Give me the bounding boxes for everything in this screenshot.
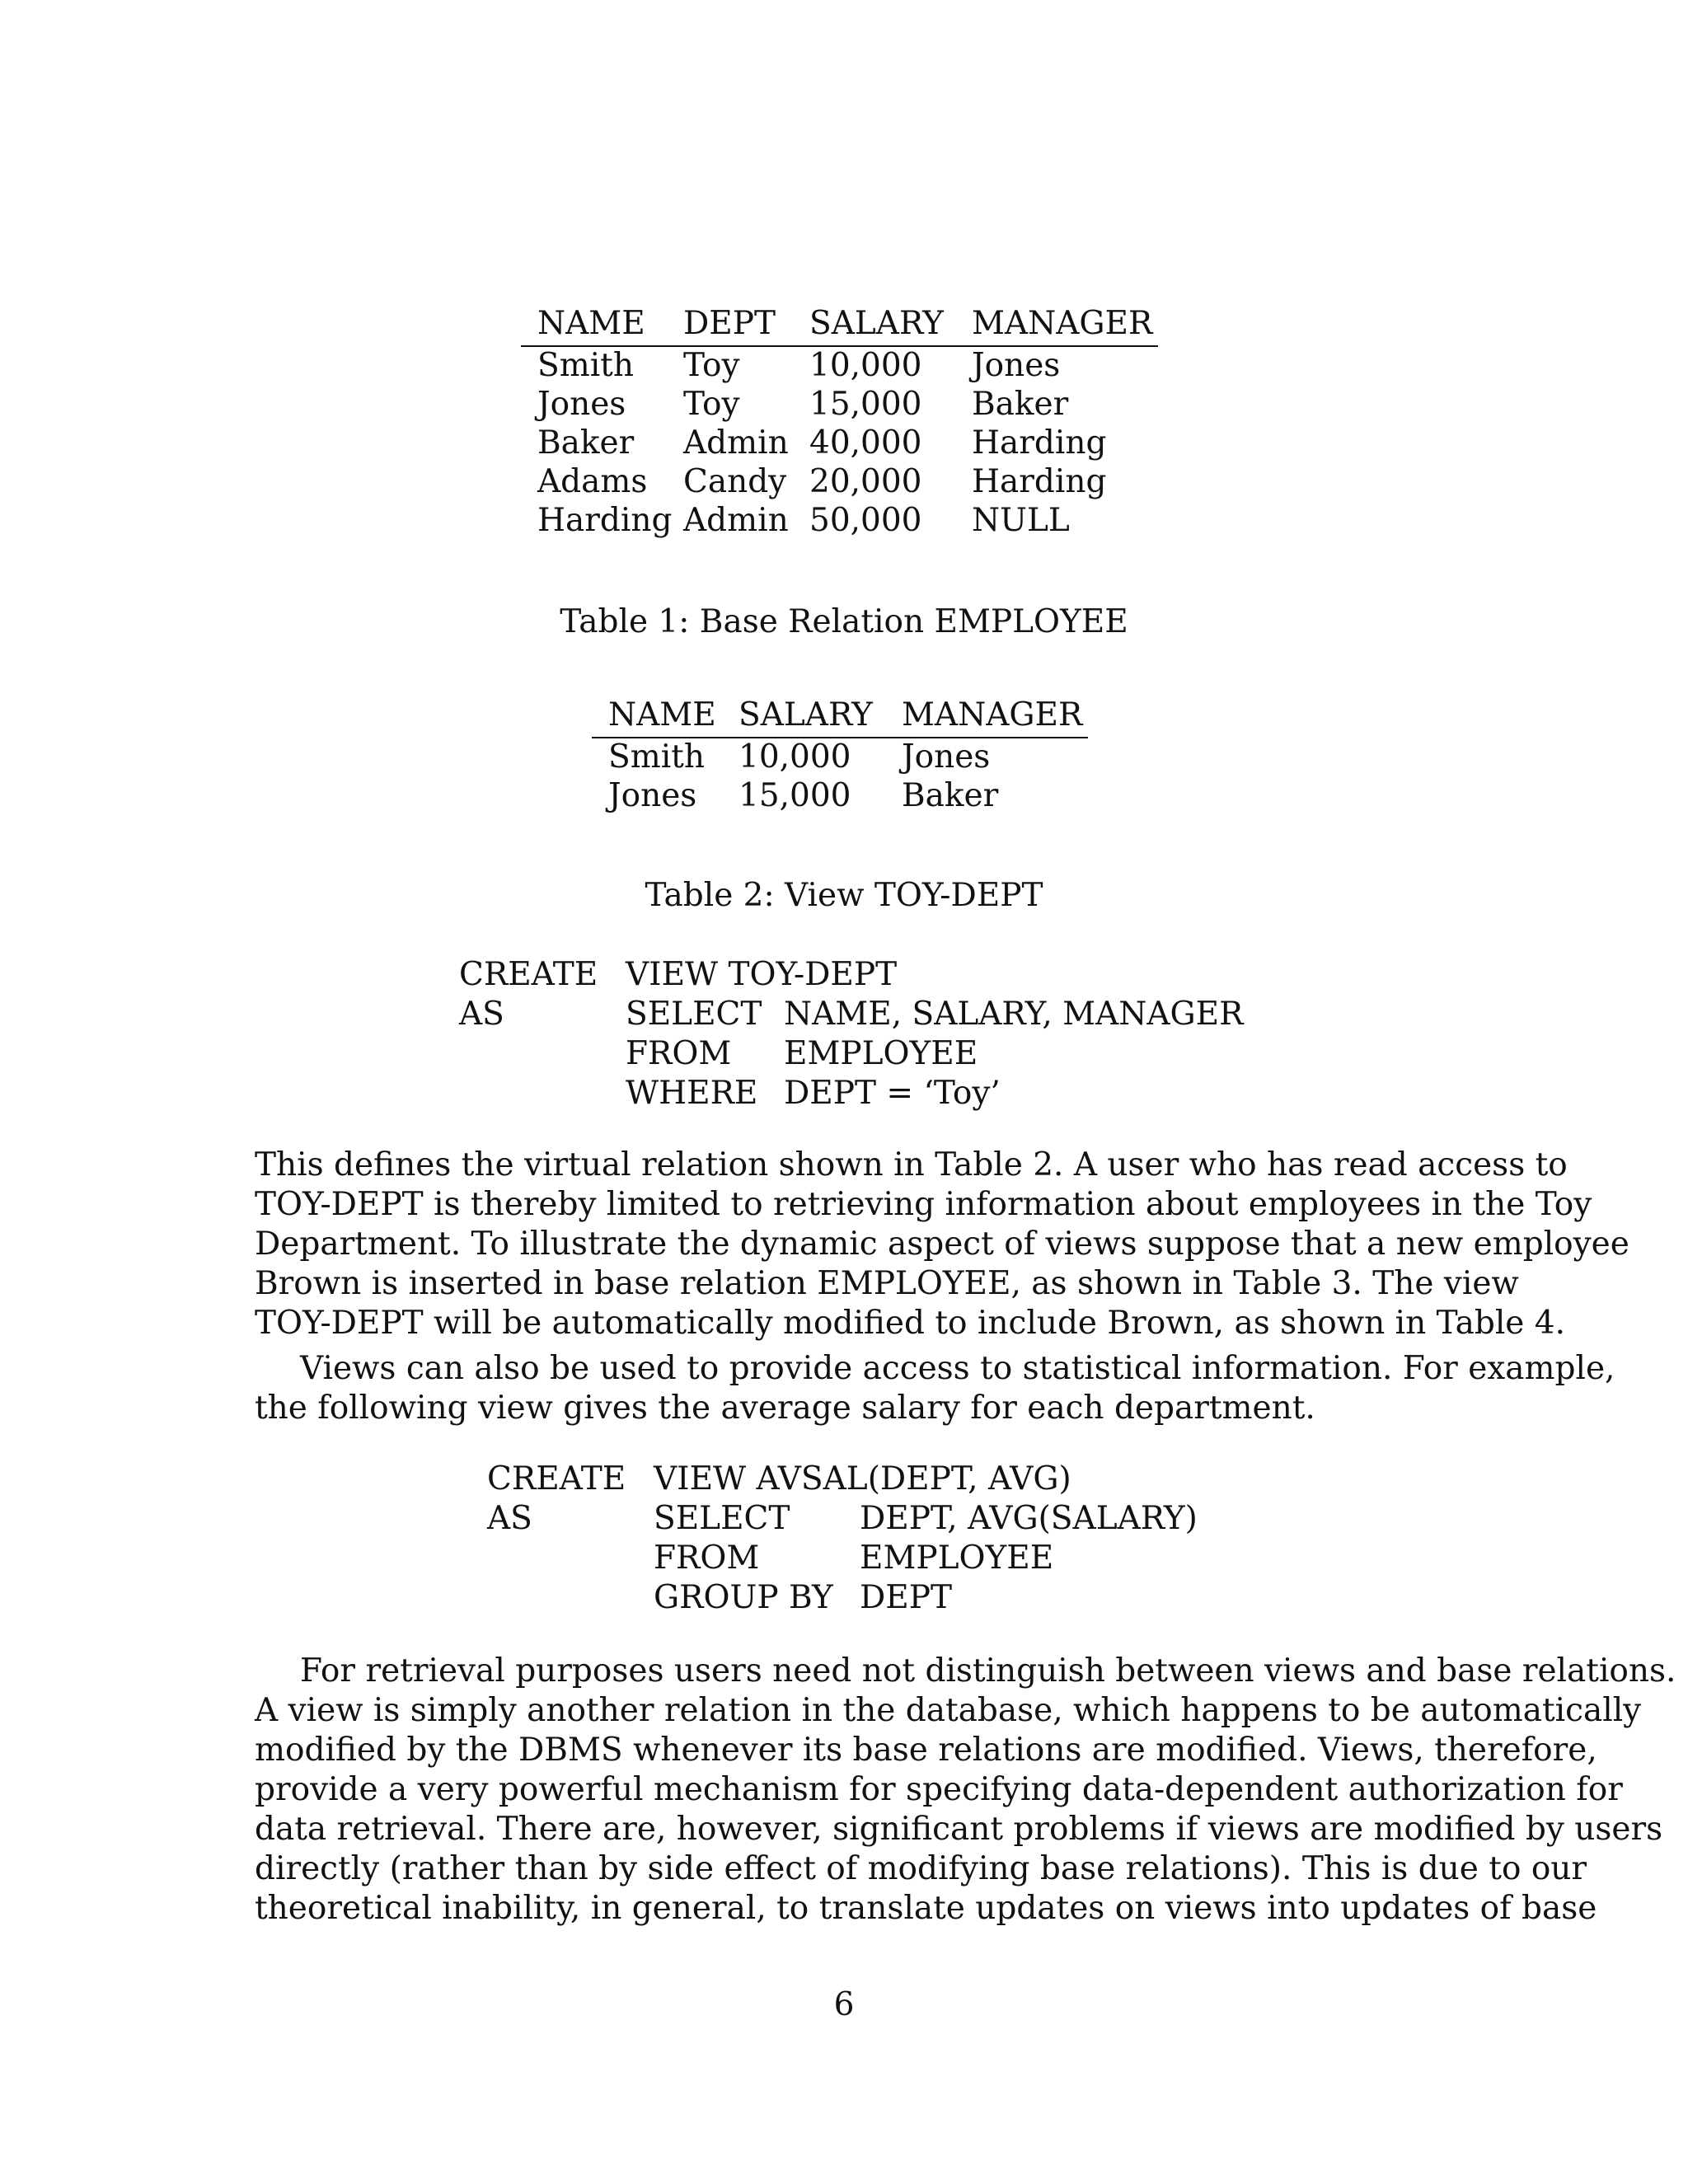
- text-line: Brown is inserted in base relation EMPLOYEE, as shown in Table 3. The view: [255, 1265, 1519, 1302]
- sql-text: NAME, SALARY, MANAGER: [784, 996, 1244, 1033]
- table-cell: Jones: [608, 777, 697, 814]
- text-line: Views can also be used to provide access to statistical information. For example,: [300, 1350, 1615, 1387]
- table-caption: Table 2: View TOY-DEPT: [645, 877, 1043, 914]
- table-caption: Table 1: Base Relation EMPLOYEE: [560, 603, 1128, 640]
- table-header: MANAGER: [902, 696, 1083, 733]
- table-header: NAME: [608, 696, 716, 733]
- text-line: TOY-DEPT will be automatically modified to include Brown, as shown in Table 4.: [255, 1305, 1565, 1342]
- table-cell: Jones: [537, 386, 626, 423]
- table-cell: Harding: [972, 424, 1107, 462]
- sql-keyword: CREATE: [459, 956, 598, 993]
- table-cell: 20,000: [809, 463, 922, 500]
- text-line: provide a very powerful mechanism for specifying data-dependent authorization for: [255, 1771, 1623, 1808]
- table-cell: Harding: [537, 502, 673, 539]
- table-cell: Jones: [902, 738, 991, 776]
- table-header: DEPT: [683, 305, 776, 342]
- text-line: data retrieval. There are, however, significant problems if views are modified by users: [255, 1811, 1663, 1848]
- table-cell: Baker: [972, 386, 1069, 423]
- table-cell: 15,000: [738, 777, 851, 814]
- text-line: Department. To illustrate the dynamic aspect of views suppose that a new employee: [255, 1226, 1629, 1263]
- text-line: theoretical inability, in general, to translate updates on views into updates of base: [255, 1890, 1597, 1927]
- page-number: 6: [833, 1986, 855, 2023]
- table-cell: Toy: [683, 386, 740, 423]
- table-cell: Harding: [972, 463, 1107, 500]
- table-cell: 50,000: [809, 502, 922, 539]
- table-header: MANAGER: [972, 305, 1153, 342]
- body-paragraph: [255, 1146, 1629, 1343]
- table-cell: Candy: [683, 463, 787, 500]
- text-line: modified by the DBMS whenever its base relations are modified. Views, therefore,: [255, 1732, 1597, 1769]
- table-header: NAME: [537, 305, 645, 342]
- sql-keyword: GROUP BY: [654, 1579, 833, 1616]
- table-header: SALARY: [809, 305, 944, 342]
- table-cell: Admin: [683, 502, 789, 539]
- sql-text: DEPT, AVG(SALARY): [860, 1500, 1198, 1537]
- table-cell: Toy: [683, 347, 740, 384]
- text-line: This defines the virtual relation shown in Table 2. A user who has read access to: [255, 1146, 1568, 1183]
- sql-keyword: FROM: [654, 1540, 760, 1577]
- sql-text: DEPT = ‘Toy’: [784, 1075, 1001, 1112]
- sql-keyword: WHERE: [626, 1075, 758, 1112]
- sql-text: EMPLOYEE: [860, 1540, 1054, 1577]
- table-cell: 10,000: [809, 347, 922, 384]
- table-cell: Baker: [537, 424, 635, 462]
- text-line: directly (rather than by side effect of modifying base relations). This is due to our: [255, 1850, 1587, 1887]
- sql-keyword: SELECT: [626, 996, 762, 1033]
- table-cell: Baker: [902, 777, 999, 814]
- text-line: A view is simply another relation in the database, which happens to be automatically: [255, 1692, 1642, 1729]
- body-paragraph: [255, 1349, 1615, 1428]
- table-cell: Adams: [537, 463, 648, 500]
- table-cell: Admin: [683, 424, 789, 462]
- sql-keyword: AS: [459, 996, 504, 1033]
- sql-keyword: SELECT: [654, 1500, 790, 1537]
- table-cell: 15,000: [809, 386, 922, 423]
- sql-keyword: CREATE: [487, 1460, 626, 1497]
- table-cell: 40,000: [809, 424, 922, 462]
- sql-keyword: AS: [487, 1500, 532, 1537]
- body-paragraph: [255, 1652, 1676, 1929]
- table-header: SALARY: [738, 696, 873, 733]
- table-cell: Jones: [972, 347, 1061, 384]
- table-cell: NULL: [972, 502, 1070, 539]
- table-cell: Smith: [608, 738, 705, 776]
- sql-text: VIEW AVSAL(DEPT, AVG): [654, 1460, 1071, 1497]
- text-line: the following view gives the average salary for each department.: [255, 1390, 1315, 1427]
- sql-text: EMPLOYEE: [784, 1035, 978, 1072]
- sql-keyword: FROM: [626, 1035, 732, 1072]
- table-cell: Smith: [537, 347, 634, 384]
- text-line: For retrieval purposes users need not distinguish between views and base relations.: [300, 1652, 1676, 1690]
- sql-text: DEPT: [860, 1579, 952, 1616]
- table-cell: 10,000: [738, 738, 851, 776]
- sql-text: VIEW TOY-DEPT: [626, 956, 898, 993]
- text-line: TOY-DEPT is thereby limited to retrieving information about employees in the Toy: [255, 1186, 1592, 1223]
